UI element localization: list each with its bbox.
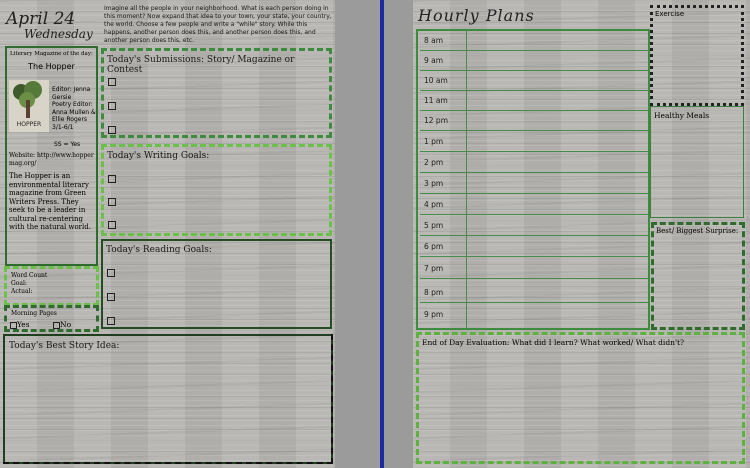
hourly-plans-title: Hourly Plans <box>418 6 535 25</box>
left-planner-page <box>0 0 335 468</box>
word-count-actual: Actual: <box>11 288 33 295</box>
reading-goal-checkbox-2[interactable] <box>107 293 115 301</box>
hour-row-4pm[interactable]: 4 pm <box>420 195 648 215</box>
morning-pages-no-label: No <box>60 320 72 329</box>
submission-checkbox-2[interactable] <box>108 102 116 110</box>
submissions-box <box>101 48 332 138</box>
hourly-schedule <box>416 29 650 330</box>
magazine-website: Website: http://www.hopper mag.org/ <box>9 152 94 167</box>
reading-goal-checkbox-3[interactable] <box>107 317 115 325</box>
hour-row-7pm[interactable]: 7 pm <box>420 259 648 279</box>
literary-magazine-box <box>5 46 98 266</box>
magazine-details: Editor: Jenna Gersie Poetry Editor: Anna Mullen & Ellie Rogers 3/1-6/1 <box>52 86 96 131</box>
healthy-meals-box <box>650 106 744 218</box>
morning-pages-label: Morning Pages <box>11 310 57 317</box>
magazine-logo <box>9 80 49 132</box>
submission-checkbox-3[interactable] <box>108 126 116 134</box>
hour-row-3pm[interactable]: 3 pm <box>420 174 648 194</box>
surprise-box <box>651 222 745 330</box>
tree-logo-icon <box>9 80 49 132</box>
word-count-goal: Goal: <box>11 280 27 287</box>
submission-checkbox-1[interactable] <box>108 78 116 86</box>
magazine-heading: Literary Magazine of the day: <box>10 51 93 57</box>
exercise-label: Exercise <box>655 10 685 18</box>
writing-goals-box <box>101 144 332 236</box>
exercise-box <box>650 5 744 106</box>
surprise-label: Best/ Biggest Surprise: <box>656 227 739 235</box>
morning-pages-yes-checkbox[interactable] <box>10 322 17 329</box>
right-planner-page <box>413 0 750 468</box>
morning-pages-box <box>4 305 99 332</box>
writing-prompt: Imagine all the people in your neighborhood. What is each person doing in this moment? Now expand that idea to your town, your state, your country, the world. Choose a few people and write a "while" story. While this happens, another person does this, and another person does this, and another person does this, etc. <box>104 5 332 44</box>
reading-goals-title: Today's Reading Goals: <box>106 245 212 255</box>
hour-row-8am[interactable]: 8 am <box>420 31 648 51</box>
reading-goals-box <box>101 239 332 329</box>
word-count-box <box>4 266 99 306</box>
date-heading: April 24 <box>6 9 76 29</box>
submissions-title: Today's Submissions: Story/ Magazine or Contest <box>107 55 295 75</box>
evaluation-box <box>416 332 745 464</box>
magazine-name: The Hopper <box>28 62 75 71</box>
writing-goal-checkbox-1[interactable] <box>108 175 116 183</box>
hour-row-5pm[interactable]: 5 pm <box>420 216 648 236</box>
hour-row-11am[interactable]: 11 am <box>420 91 648 111</box>
hour-row-8pm[interactable]: 8 pm <box>420 283 648 303</box>
weekday-heading: Wednesday <box>24 27 93 41</box>
hour-row-6pm[interactable]: 6 pm <box>420 237 648 257</box>
evaluation-label: End of Day Evaluation: What did I learn? What worked/ What didn't? <box>422 338 685 347</box>
hour-row-10am[interactable]: 10 am <box>420 71 648 91</box>
writing-goal-checkbox-3[interactable] <box>108 221 116 229</box>
simultaneous-submissions: SS = Yes <box>54 141 81 148</box>
best-story-idea-title: Today's Best Story Idea: <box>9 341 120 351</box>
morning-pages-no-checkbox[interactable] <box>53 322 60 329</box>
reading-goal-checkbox-1[interactable] <box>107 269 115 277</box>
svg-text:HOPPER: HOPPER <box>16 121 42 128</box>
hour-row-1pm[interactable]: 1 pm <box>420 132 648 152</box>
hour-row-9pm[interactable]: 9 pm <box>424 310 444 319</box>
magazine-description: The Hopper is an environmental literary magazine from Green Writers Press. They seek to be a leader in cultural re-centering with the natural world. <box>9 172 91 231</box>
writing-goal-checkbox-2[interactable] <box>108 198 116 206</box>
writing-goals-title: Today's Writing Goals: <box>107 151 210 161</box>
word-count-label: Word Count <box>11 272 48 279</box>
hour-row-9am[interactable]: 9 am <box>420 51 648 71</box>
best-story-idea-box <box>3 334 333 464</box>
healthy-meals-label: Healthy Meals <box>654 111 710 120</box>
hour-row-12pm[interactable]: 12 pm <box>420 111 648 131</box>
binding-gutter <box>380 0 384 468</box>
morning-pages-yes-label: Yes <box>17 320 30 329</box>
hour-row-2pm[interactable]: 2 pm <box>420 153 648 173</box>
